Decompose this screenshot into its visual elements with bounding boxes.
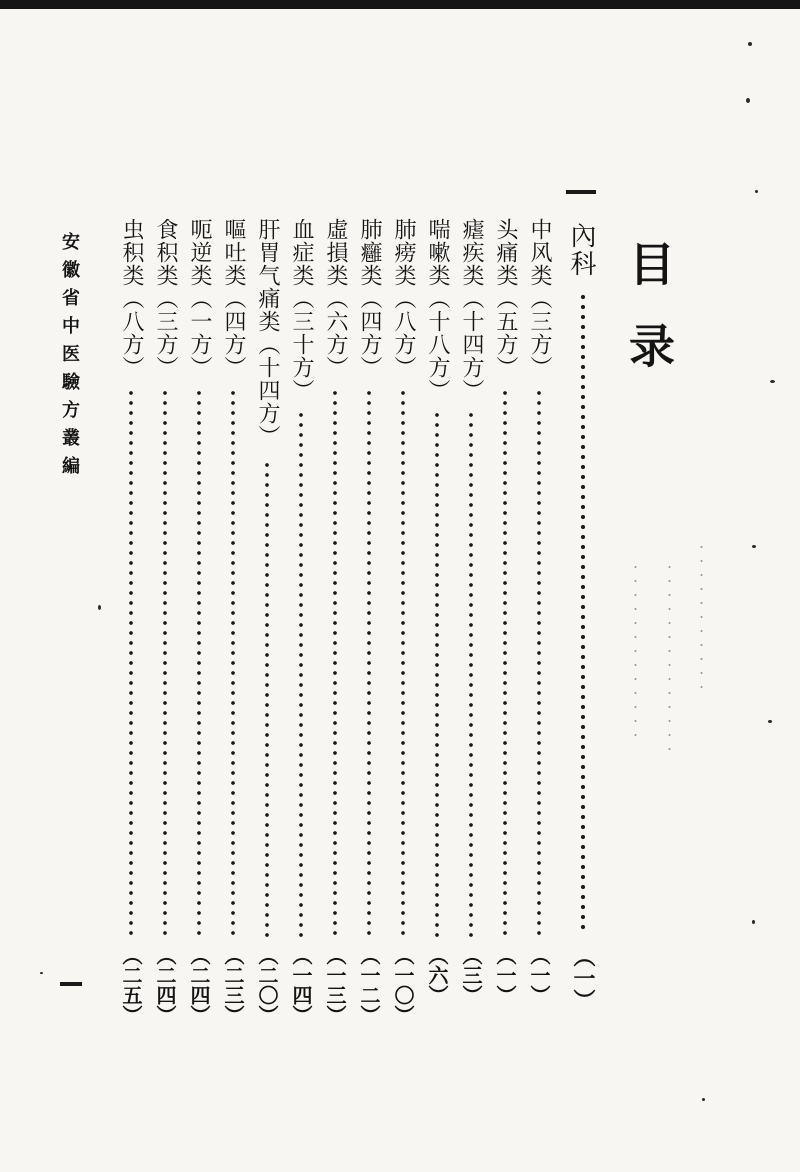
toc-entry-page: （一〇） (391, 945, 415, 1025)
section-number (566, 190, 596, 194)
scan-speck (755, 190, 758, 193)
section-leader-dots (580, 292, 586, 932)
toc-leader-dots (434, 410, 440, 940)
toc-entry-page: （六） (425, 945, 449, 1005)
toc-entry-page: （三） (459, 945, 483, 1005)
toc-entry-page: （一二） (357, 945, 381, 1025)
scan-speck (770, 380, 775, 383)
toc-entry-page: （一三） (323, 945, 347, 1025)
toc-leader-dots (536, 388, 542, 940)
toc-entry-label: 中风类（三方） (527, 218, 552, 379)
toc-leader-dots (264, 460, 270, 940)
toc-entry-label: 嘔吐类（四方） (221, 218, 246, 379)
scan-speck (746, 98, 750, 103)
toc-entry-label: 血症类（三十方） (289, 218, 314, 402)
section-page-number: （一） (570, 945, 596, 1011)
scan-speck (752, 920, 755, 924)
toc-leader-dots (366, 388, 372, 940)
scan-speck (768, 720, 772, 723)
bleed-through-marks (634, 560, 637, 740)
toc-entry-page: （二四） (187, 945, 211, 1025)
toc-leader-dots (400, 388, 406, 940)
toc-leader-dots (128, 388, 134, 940)
scan-speck (98, 605, 101, 610)
scan-speck (748, 42, 752, 46)
toc-leader-dots (196, 388, 202, 940)
toc-entry-page: （一） (493, 945, 517, 1005)
toc-entry-label: 肺癰类（四方） (357, 218, 382, 379)
toc-leader-dots (298, 410, 304, 940)
toc-entry-page: （一） (527, 945, 551, 1005)
scan-speck (40, 972, 43, 974)
section-heading: 內科 (566, 222, 596, 278)
bleed-through-marks (668, 560, 671, 760)
folio-page-number (60, 982, 82, 986)
toc-entry-label: 头痛类（五方） (493, 218, 518, 379)
bleed-through-marks (700, 540, 703, 690)
toc-leader-dots (468, 410, 474, 940)
toc-entry-label: 肺痨类（八方） (391, 218, 416, 379)
book-spine-title: 安徽省中医驗方叢編 (59, 232, 80, 484)
toc-entry-label: 肝胃气痛类（十四方） (255, 218, 280, 448)
toc-entry-page: （一四） (289, 945, 313, 1025)
scan-speck (702, 1098, 705, 1101)
page-top-border (0, 0, 800, 9)
toc-entry-label: 瘧疾类（十四方） (459, 218, 484, 402)
toc-entry-label: 虫积类（八方） (119, 218, 144, 379)
page-title: 目录 (622, 240, 676, 404)
toc-entry-page: （二〇） (255, 945, 279, 1025)
toc-leader-dots (230, 388, 236, 940)
toc-entry-page: （二四） (153, 945, 177, 1025)
scan-speck (752, 545, 756, 548)
toc-entry-label: 食积类（三方） (153, 218, 178, 379)
toc-entry-label: 喘嗽类（十八方） (425, 218, 450, 402)
toc-entry-label: 呃逆类（一方） (187, 218, 212, 379)
toc-leader-dots (502, 388, 508, 940)
toc-entry-page: （二五） (119, 945, 143, 1025)
toc-leader-dots (162, 388, 168, 940)
toc-leader-dots (332, 388, 338, 940)
toc-entry-label: 虛損类（六方） (323, 218, 348, 379)
toc-entry-page: （二三） (221, 945, 245, 1025)
